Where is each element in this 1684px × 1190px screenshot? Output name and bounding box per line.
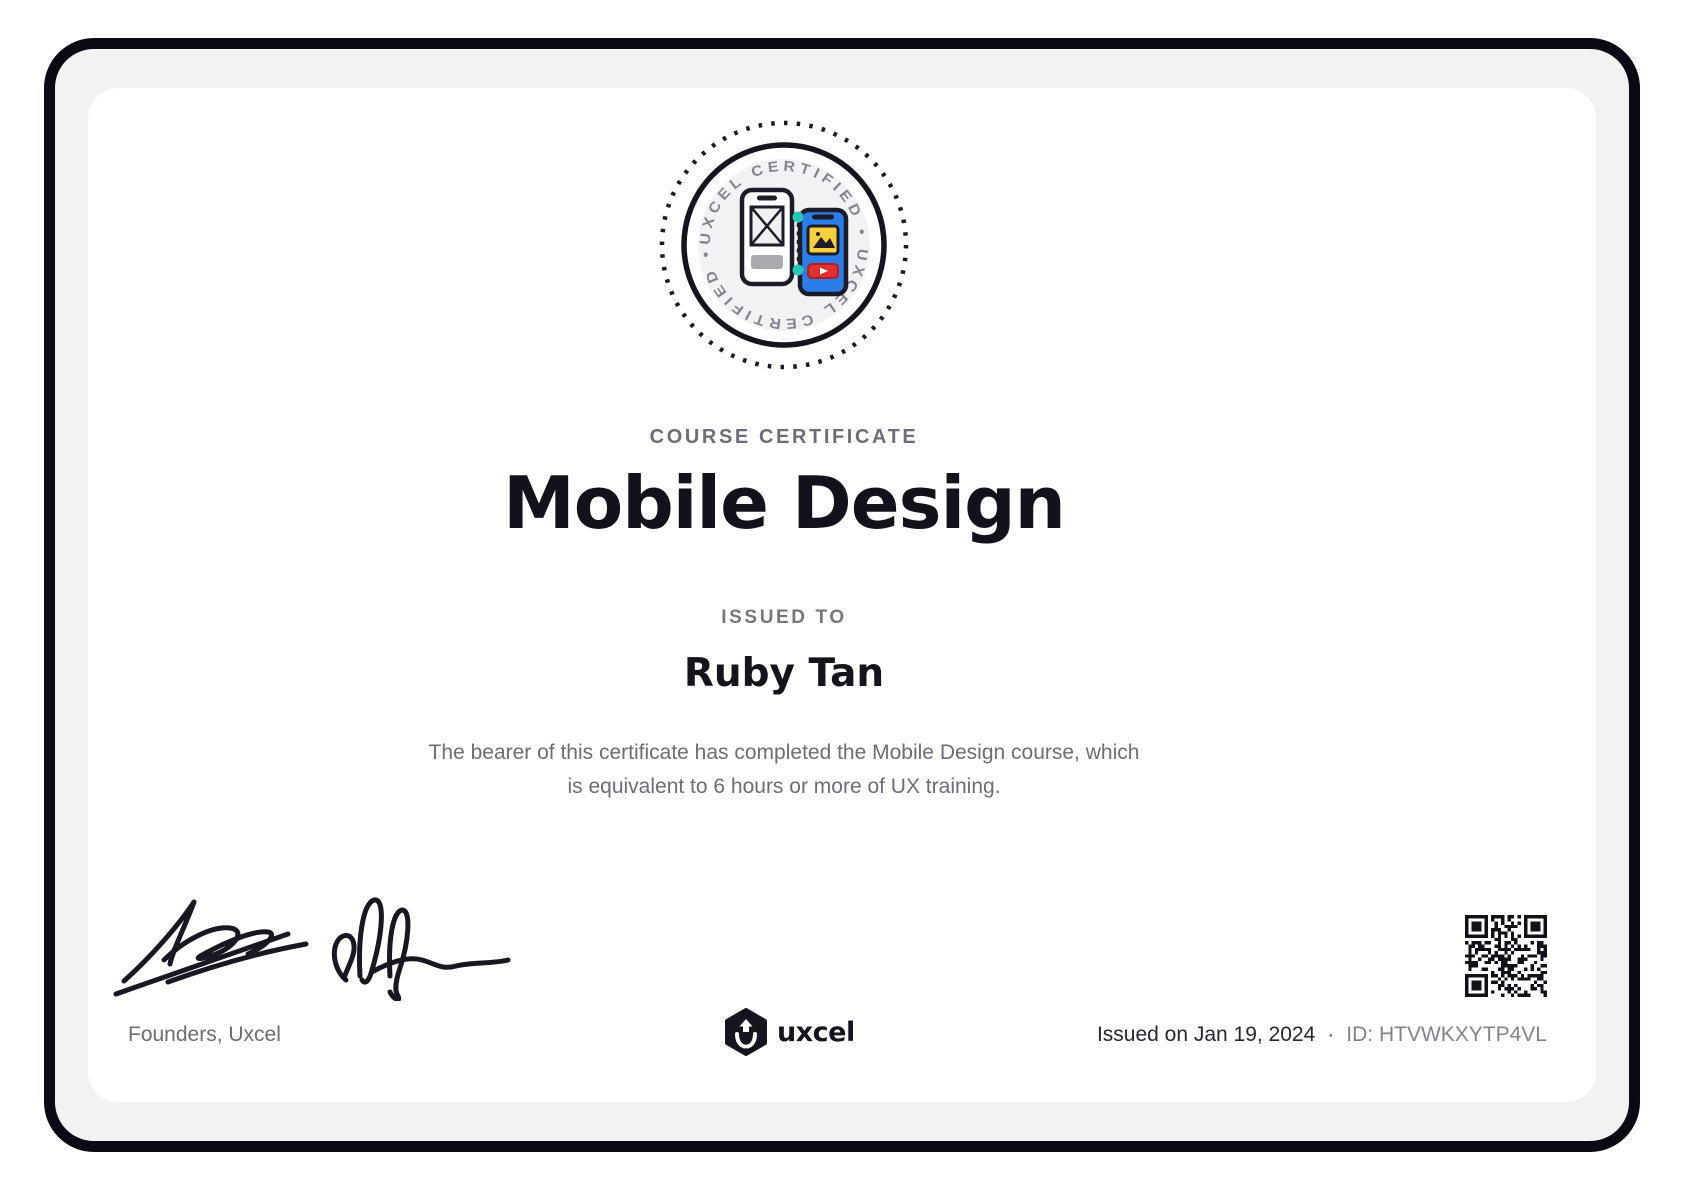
blue-phone-icon xyxy=(800,210,846,294)
badge-ring-text: UXCEL CERTIFIED • UXCEL CERTIFIED • xyxy=(697,158,871,332)
uxcel-certified-badge-icon xyxy=(654,118,914,378)
certificate-content xyxy=(88,88,1480,804)
certificate-description xyxy=(88,736,1480,804)
signature-caption: Founders, Uxcel xyxy=(128,1023,281,1046)
founders-signatures-icon xyxy=(110,876,520,1001)
certificate-frame xyxy=(44,38,1640,1152)
uxcel-brand xyxy=(724,1008,864,1056)
dot-separator: · xyxy=(1327,1023,1335,1046)
recipient-name: Ruby Tan xyxy=(683,651,885,696)
certificate-id: ID: HTVWKXYTP4VL xyxy=(1346,1023,1547,1046)
issued-on-date: Issued on Jan 19, 2024 xyxy=(1096,1023,1316,1046)
brand-name: uxcel xyxy=(777,1016,855,1048)
description-line-1: The bearer of this certificate has completed the Mobile Design course, which xyxy=(428,741,1140,764)
certificate-panel xyxy=(88,88,1596,1102)
signature-block xyxy=(110,876,520,1047)
qr-code xyxy=(1465,915,1547,997)
issue-details xyxy=(1097,1023,1547,1047)
description-line-2: is equivalent to 6 hours or more of UX training. xyxy=(567,775,1001,798)
course-certificate-label: COURSE CERTIFICATE xyxy=(649,426,919,448)
issued-to-label: ISSUED TO xyxy=(721,607,847,628)
issue-info-block xyxy=(1097,915,1547,1047)
uxcel-logo-icon xyxy=(724,1008,768,1056)
wireframe-phone-icon xyxy=(742,190,792,284)
course-title: Mobile Design xyxy=(503,461,1065,545)
